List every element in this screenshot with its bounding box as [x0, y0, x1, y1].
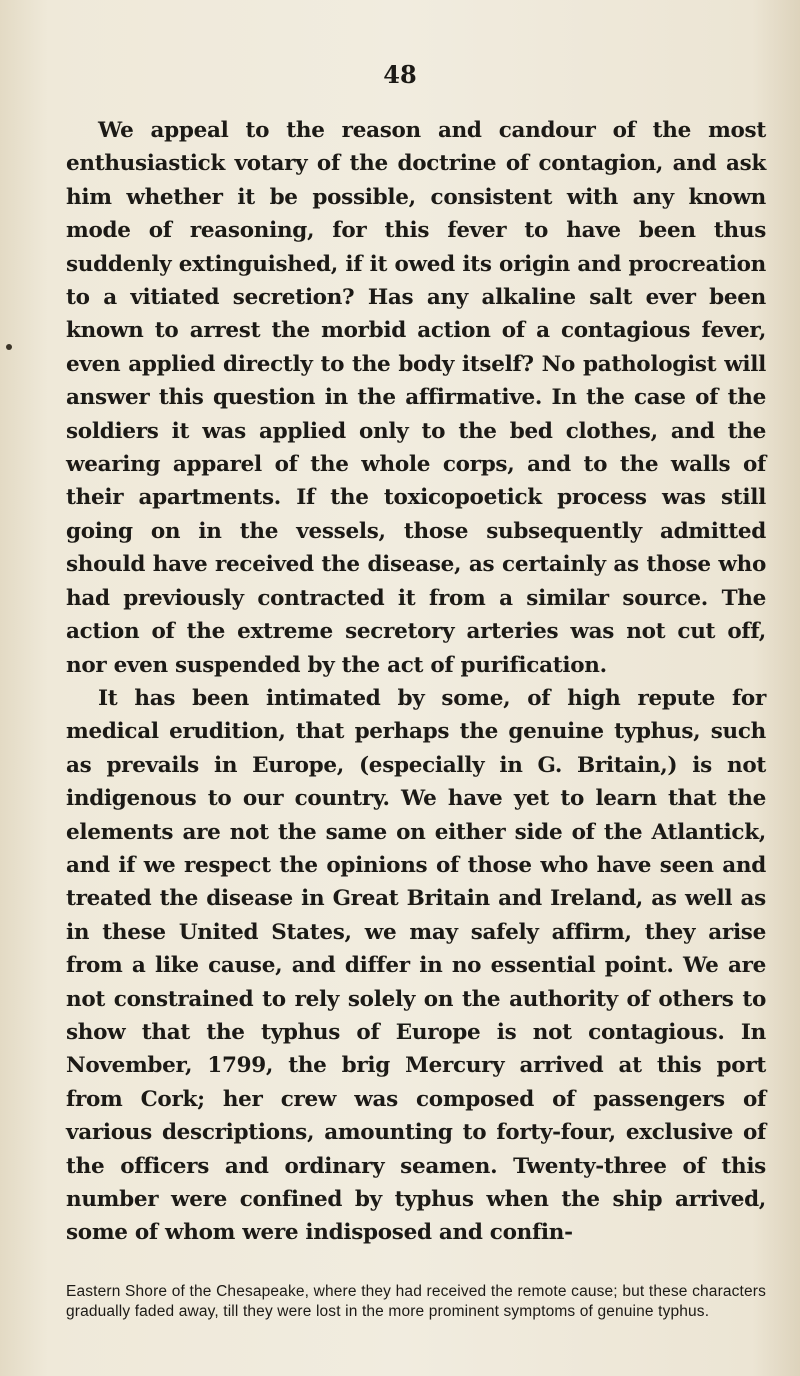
- paragraph-2: It has been intimated by some, of high repute for medical erudition, that perhaps the genuine typhus, such as prevails in Europe, (especially in G. Britain,) is not indigenous to our country. We have yet to learn that the elements are not the same on either side of the Atlantick, and if we respect the opinions of those who have seen and treated the disease in Great Britain and Ireland, as well as in these United States, we may safely affirm, they arise from a like cause, and differ in no essential point. We are not constrained to rely solely on the authority of others to show that the typhus of Europe is not contagious. In November, 1799, the brig Mercury arrived at this port from Cork; her crew was composed of passengers of various descriptions, amounting to forty-four, exclusive of the officers and ordinary seamen. Twenty-three of this number were confined by typhus when the ship arrived, some of whom were indisposed and confin-: [66, 685, 766, 1246]
- footnote: Eastern Shore of the Chesapeake, where they had received the remote cause; but these characters gradually faded away, till they were lost in the more prominent symptoms of genuine typhus.: [66, 1283, 766, 1320]
- paragraph-1: We appeal to the reason and candour of the most enthusiastick votary of the doctrine of contagion, and ask him whether it be possible, consistent with any known mode of reasoning, for this fever to have been thus suddenly extinguished, if it owed its origin and procreation to a vitiated secretion? Has any alkaline salt ever been known to arrest the morbid action of a contagious fever, even applied directly to the body itself? No pathologist will answer this question in the affirmative. In the case of the soldiers it was applied only to the bed clothes, and the wearing apparel of the whole corps, and to the walls of their apartments. If the toxicopoetick process was still going on in the vessels, those subsequently admitted should have received the disease, as certainly as those who had previously contracted it from a similar source. The action of the extreme secretory arteries was not cut off, nor even suspended by the act of purification.: [66, 118, 766, 678]
- margin-mark: [6, 344, 12, 350]
- page-number: 48: [383, 60, 417, 89]
- body-text: [66, 114, 766, 1250]
